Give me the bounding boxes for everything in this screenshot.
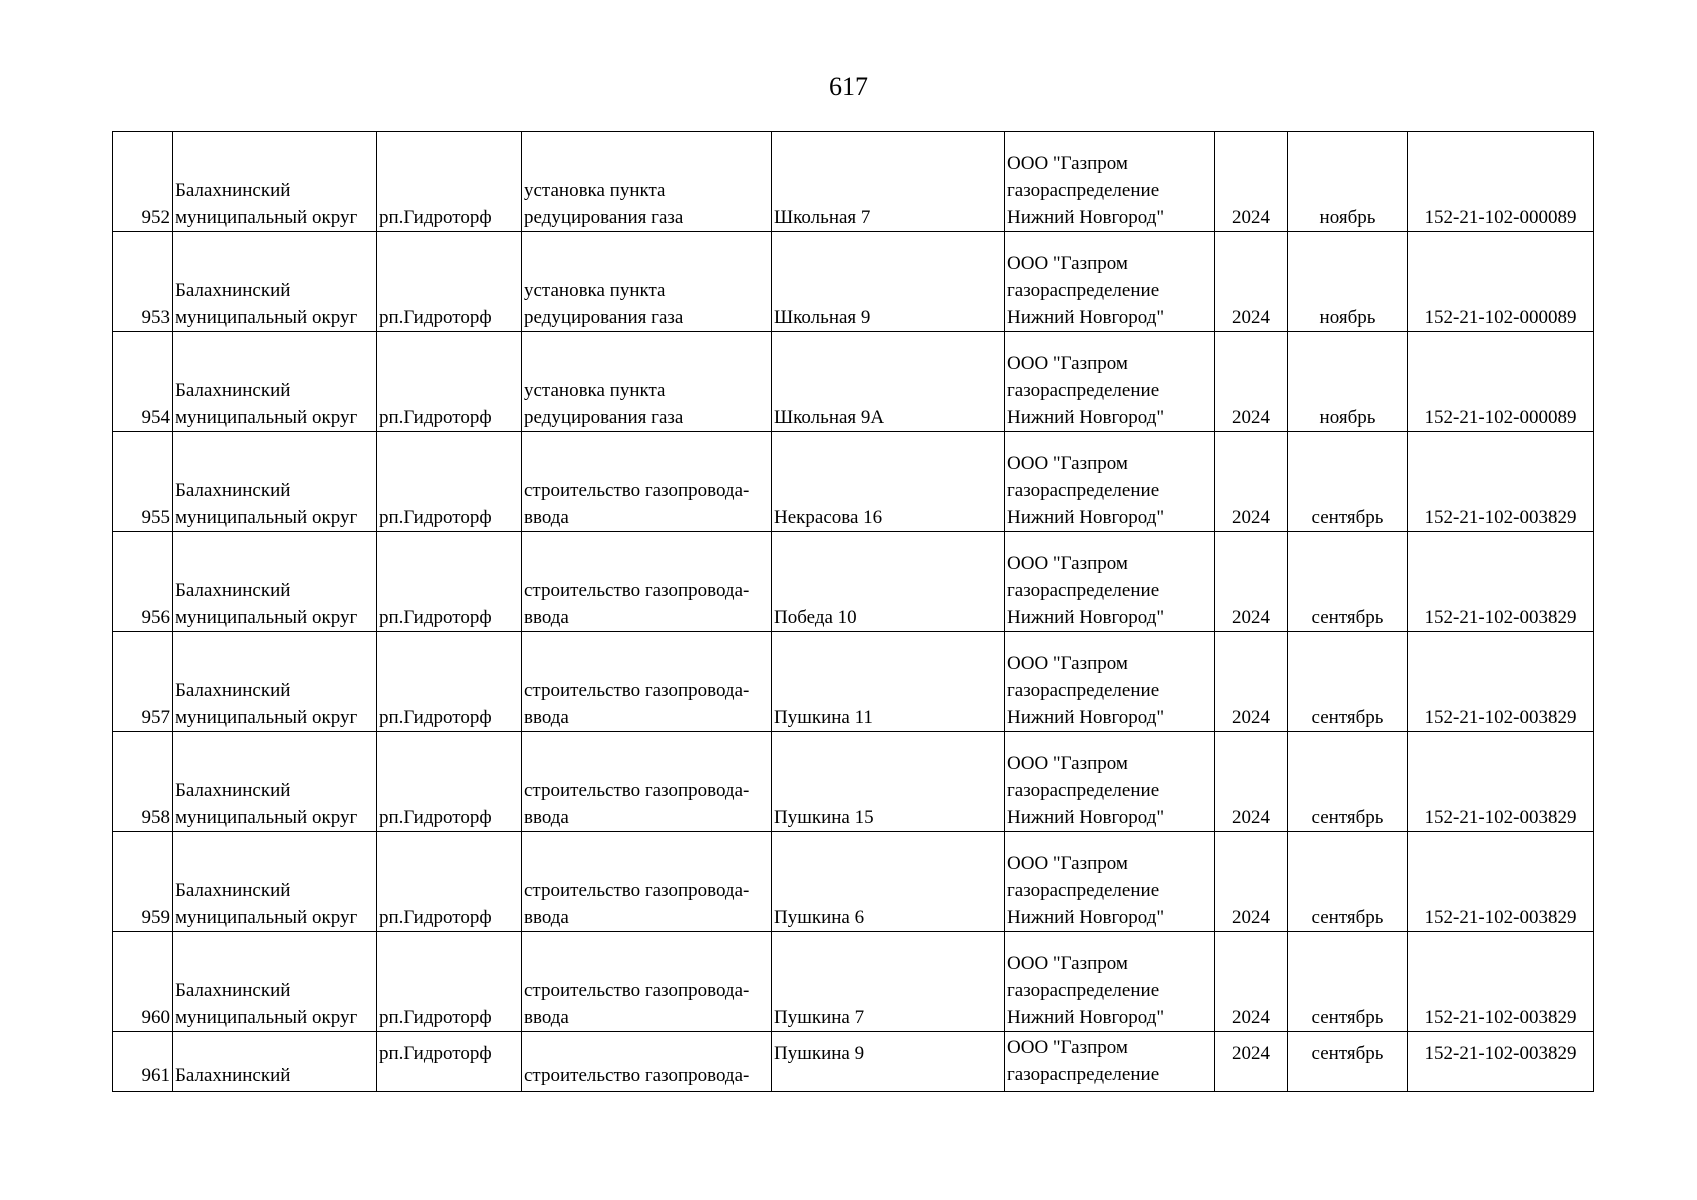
address-cell <box>772 632 1005 732</box>
work-type-cell-text: установка пункта <box>524 280 666 301</box>
district-cell-text: Балахнинский <box>175 380 291 401</box>
district-cell-text: муниципальный округ <box>175 507 358 528</box>
year-cell <box>1215 232 1288 332</box>
address-cell <box>772 732 1005 832</box>
organization-cell <box>1005 932 1215 1032</box>
address-cell-text: Пушкина 15 <box>774 807 874 828</box>
row-number-text: 961 <box>141 1065 170 1086</box>
row-number <box>113 1032 173 1092</box>
month-cell-text: сентябрь <box>1311 1043 1384 1064</box>
year-cell-text: 2024 <box>1232 1007 1270 1028</box>
organization-cell-text: ООО "Газпром <box>1007 953 1128 974</box>
locality-cell <box>377 232 522 332</box>
organization-cell-text: газораспределение <box>1007 880 1160 901</box>
work-type-cell <box>522 632 772 732</box>
code-cell-text: 152-21-102-003829 <box>1424 907 1577 928</box>
year-cell <box>1215 732 1288 832</box>
district-cell-text: муниципальный округ <box>175 407 358 428</box>
organization-cell <box>1005 432 1215 532</box>
month-cell-text: ноябрь <box>1319 207 1376 228</box>
organization-cell-text: Нижний Новгород" <box>1007 907 1165 928</box>
year-cell-text: 2024 <box>1232 307 1270 328</box>
address-cell <box>772 532 1005 632</box>
organization-cell-text: Нижний Новгород" <box>1007 307 1165 328</box>
year-cell <box>1215 1032 1288 1092</box>
district-cell <box>173 632 377 732</box>
organization-cell <box>1005 332 1215 432</box>
organization-cell-text: газораспределение <box>1007 780 1160 801</box>
row-number-text: 953 <box>141 307 170 328</box>
year-cell-text: 2024 <box>1232 707 1270 728</box>
work-type-cell-text: установка пункта <box>524 180 666 201</box>
month-cell <box>1288 432 1408 532</box>
work-type-cell <box>522 532 772 632</box>
district-cell-text: Балахнинский <box>175 780 291 801</box>
row-number-text: 958 <box>141 807 170 828</box>
month-cell <box>1288 932 1408 1032</box>
month-cell <box>1288 632 1408 732</box>
table-row <box>113 532 1594 632</box>
organization-cell-text: ООО "Газпром <box>1007 753 1128 774</box>
row-number-text: 955 <box>141 507 170 528</box>
organization-cell-text: Нижний Новгород" <box>1007 807 1165 828</box>
locality-cell <box>377 132 522 232</box>
code-cell <box>1408 832 1594 932</box>
district-cell-text: Балахнинский <box>175 880 291 901</box>
address-cell <box>772 932 1005 1032</box>
work-type-cell-text: строительство газопровода- <box>524 880 750 901</box>
work-type-cell-text: ввода <box>524 1007 569 1028</box>
work-type-cell <box>522 932 772 1032</box>
organization-cell <box>1005 232 1215 332</box>
organization-cell-text: ООО "Газпром <box>1007 453 1128 474</box>
locality-cell-text: рп.Гидроторф <box>379 407 492 428</box>
organization-cell-text: ООО "Газпром <box>1007 853 1128 874</box>
month-cell-text: сентябрь <box>1311 707 1384 728</box>
work-type-cell <box>522 832 772 932</box>
table-row <box>113 632 1594 732</box>
organization-cell-text: Нижний Новгород" <box>1007 207 1165 228</box>
district-cell <box>173 932 377 1032</box>
district-cell <box>173 132 377 232</box>
district-cell-text: Балахнинский <box>175 480 291 501</box>
table-row <box>113 732 1594 832</box>
code-cell <box>1408 1032 1594 1092</box>
locality-cell <box>377 932 522 1032</box>
row-number-text: 960 <box>141 1007 170 1028</box>
year-cell-text: 2024 <box>1232 207 1270 228</box>
locality-cell-text: рп.Гидроторф <box>379 507 492 528</box>
work-type-cell <box>522 432 772 532</box>
table-row <box>113 132 1594 232</box>
month-cell <box>1288 532 1408 632</box>
month-cell <box>1288 132 1408 232</box>
district-cell <box>173 732 377 832</box>
district-cell <box>173 332 377 432</box>
district-cell-text: муниципальный округ <box>175 707 358 728</box>
code-cell <box>1408 232 1594 332</box>
table-body <box>113 132 1594 1092</box>
address-cell-text: Победа 10 <box>774 607 857 628</box>
address-cell-text: Пушкина 6 <box>774 907 865 928</box>
month-cell <box>1288 332 1408 432</box>
organization-cell-text: ООО "Газпром <box>1007 353 1128 374</box>
locality-cell <box>377 632 522 732</box>
address-cell <box>772 132 1005 232</box>
work-type-cell-text: строительство газопровода- <box>524 680 750 701</box>
work-type-cell-text: редуцирования газа <box>524 207 684 228</box>
table-row <box>113 932 1594 1032</box>
district-cell-text: Балахнинский <box>175 280 291 301</box>
organization-cell-text: газораспределение <box>1007 380 1160 401</box>
work-type-cell <box>522 332 772 432</box>
work-type-cell-text: строительство газопровода- <box>524 580 750 601</box>
locality-cell-text: рп.Гидроторф <box>379 1043 492 1064</box>
month-cell-text: ноябрь <box>1319 407 1376 428</box>
table-row <box>113 232 1594 332</box>
table-row <box>113 332 1594 432</box>
code-cell <box>1408 132 1594 232</box>
month-cell <box>1288 732 1408 832</box>
locality-cell <box>377 332 522 432</box>
year-cell <box>1215 632 1288 732</box>
month-cell-text: сентябрь <box>1311 1007 1384 1028</box>
locality-cell-text: рп.Гидроторф <box>379 1007 492 1028</box>
district-cell <box>173 232 377 332</box>
year-cell-text: 2024 <box>1232 407 1270 428</box>
row-number <box>113 632 173 732</box>
district-cell-text: муниципальный округ <box>175 207 358 228</box>
organization-cell-text: газораспределение <box>1007 980 1160 1001</box>
row-number <box>113 832 173 932</box>
address-cell <box>772 332 1005 432</box>
organization-cell-text: Нижний Новгород" <box>1007 607 1165 628</box>
work-type-cell-text: установка пункта <box>524 380 666 401</box>
code-cell-text: 152-21-102-003829 <box>1424 507 1577 528</box>
organization-cell <box>1005 732 1215 832</box>
work-type-cell-text: ввода <box>524 507 569 528</box>
year-cell <box>1215 832 1288 932</box>
code-cell-text: 152-21-102-003829 <box>1424 807 1577 828</box>
year-cell-text: 2024 <box>1232 907 1270 928</box>
work-type-cell-text: строительство газопровода- <box>524 980 750 1001</box>
month-cell-text: ноябрь <box>1319 307 1376 328</box>
month-cell <box>1288 832 1408 932</box>
organization-cell-text: ООО "Газпром <box>1007 253 1128 274</box>
locality-cell-text: рп.Гидроторф <box>379 607 492 628</box>
row-number <box>113 132 173 232</box>
code-cell-text: 152-21-102-003829 <box>1424 1043 1577 1064</box>
row-number <box>113 432 173 532</box>
code-cell <box>1408 932 1594 1032</box>
year-cell-text: 2024 <box>1232 607 1270 628</box>
work-type-cell <box>522 732 772 832</box>
month-cell-text: сентябрь <box>1311 907 1384 928</box>
work-type-cell-text: ввода <box>524 607 569 628</box>
code-cell-text: 152-21-102-000089 <box>1424 407 1577 428</box>
locality-cell-text: рп.Гидроторф <box>379 307 492 328</box>
gas-works-table <box>112 131 1594 1092</box>
address-cell-text: Пушкина 11 <box>774 707 873 728</box>
work-type-cell-text: редуцирования газа <box>524 307 684 328</box>
row-number <box>113 932 173 1032</box>
locality-cell-text: рп.Гидроторф <box>379 907 492 928</box>
organization-cell-text: газораспределение <box>1007 1064 1160 1085</box>
year-cell-text: 2024 <box>1232 807 1270 828</box>
locality-cell-text: рп.Гидроторф <box>379 207 492 228</box>
district-cell <box>173 832 377 932</box>
locality-cell <box>377 432 522 532</box>
district-cell-text: муниципальный округ <box>175 907 358 928</box>
address-cell-text: Школьная 9А <box>774 407 885 428</box>
year-cell-text: 2024 <box>1232 1043 1270 1064</box>
year-cell <box>1215 132 1288 232</box>
code-cell-text: 152-21-102-003829 <box>1424 707 1577 728</box>
address-cell-text: Пушкина 9 <box>774 1043 865 1064</box>
address-cell <box>772 432 1005 532</box>
locality-cell-text: рп.Гидроторф <box>379 807 492 828</box>
district-cell-text: муниципальный округ <box>175 1007 358 1028</box>
organization-cell <box>1005 832 1215 932</box>
district-cell-text: Балахнинский <box>175 680 291 701</box>
organization-cell-text: газораспределение <box>1007 580 1160 601</box>
page-number: 617 <box>829 72 868 101</box>
code-cell <box>1408 532 1594 632</box>
organization-cell-text: Нижний Новгород" <box>1007 707 1165 728</box>
row-number-text: 957 <box>141 707 170 728</box>
row-number <box>113 732 173 832</box>
row-number <box>113 332 173 432</box>
work-type-cell <box>522 132 772 232</box>
table-row <box>113 1032 1594 1092</box>
year-cell <box>1215 932 1288 1032</box>
organization-cell-text: газораспределение <box>1007 180 1160 201</box>
address-cell-text: Школьная 7 <box>774 207 871 228</box>
work-type-cell-text: строительство газопровода- <box>524 480 750 501</box>
organization-cell-text: ООО "Газпром <box>1007 153 1128 174</box>
row-number <box>113 232 173 332</box>
address-cell-text: Школьная 9 <box>774 307 871 328</box>
work-type-cell-text: строительство газопровода- <box>524 1065 750 1086</box>
code-cell-text: 152-21-102-003829 <box>1424 1007 1577 1028</box>
work-type-cell-text: ввода <box>524 907 569 928</box>
organization-cell-text: ООО "Газпром <box>1007 1037 1128 1058</box>
organization-cell-text: ООО "Газпром <box>1007 653 1128 674</box>
address-cell-text: Пушкина 7 <box>774 1007 865 1028</box>
locality-cell <box>377 532 522 632</box>
code-cell-text: 152-21-102-003829 <box>1424 607 1577 628</box>
month-cell <box>1288 232 1408 332</box>
organization-cell <box>1005 532 1215 632</box>
organization-cell <box>1005 1032 1215 1092</box>
work-type-cell-text: строительство газопровода- <box>524 780 750 801</box>
row-number-text: 959 <box>141 907 170 928</box>
address-cell <box>772 232 1005 332</box>
district-cell-text: Балахнинский <box>175 1065 291 1086</box>
locality-cell <box>377 1032 522 1092</box>
year-cell <box>1215 432 1288 532</box>
organization-cell-text: Нижний Новгород" <box>1007 1007 1165 1028</box>
locality-cell <box>377 732 522 832</box>
month-cell <box>1288 1032 1408 1092</box>
work-type-cell <box>522 1032 772 1092</box>
work-type-cell-text: редуцирования газа <box>524 407 684 428</box>
district-cell-text: Балахнинский <box>175 580 291 601</box>
organization-cell-text: газораспределение <box>1007 680 1160 701</box>
year-cell <box>1215 332 1288 432</box>
table-row <box>113 832 1594 932</box>
organization-cell-text: ООО "Газпром <box>1007 553 1128 574</box>
work-type-cell-text: ввода <box>524 707 569 728</box>
table-row <box>113 432 1594 532</box>
organization-cell <box>1005 132 1215 232</box>
month-cell-text: сентябрь <box>1311 507 1384 528</box>
month-cell-text: сентябрь <box>1311 607 1384 628</box>
row-number-text: 954 <box>141 407 170 428</box>
month-cell-text: сентябрь <box>1311 807 1384 828</box>
code-cell <box>1408 332 1594 432</box>
work-type-cell-text: ввода <box>524 807 569 828</box>
row-number <box>113 532 173 632</box>
district-cell-text: муниципальный округ <box>175 607 358 628</box>
organization-cell-text: газораспределение <box>1007 280 1160 301</box>
row-number-text: 952 <box>141 207 170 228</box>
district-cell-text: Балахнинский <box>175 980 291 1001</box>
organization-cell-text: газораспределение <box>1007 480 1160 501</box>
address-cell <box>772 1032 1005 1092</box>
code-cell <box>1408 732 1594 832</box>
organization-cell <box>1005 632 1215 732</box>
district-cell-text: муниципальный округ <box>175 807 358 828</box>
organization-cell-text: Нижний Новгород" <box>1007 407 1165 428</box>
code-cell-text: 152-21-102-000089 <box>1424 207 1577 228</box>
locality-cell-text: рп.Гидроторф <box>379 707 492 728</box>
district-cell-text: Балахнинский <box>175 180 291 201</box>
year-cell <box>1215 532 1288 632</box>
code-cell <box>1408 432 1594 532</box>
code-cell <box>1408 632 1594 732</box>
row-number-text: 956 <box>141 607 170 628</box>
code-cell-text: 152-21-102-000089 <box>1424 307 1577 328</box>
organization-cell-text: Нижний Новгород" <box>1007 507 1165 528</box>
work-type-cell <box>522 232 772 332</box>
year-cell-text: 2024 <box>1232 507 1270 528</box>
district-cell-text: муниципальный округ <box>175 307 358 328</box>
district-cell <box>173 1032 377 1092</box>
district-cell <box>173 532 377 632</box>
address-cell <box>772 832 1005 932</box>
locality-cell <box>377 832 522 932</box>
address-cell-text: Некрасова 16 <box>774 507 883 528</box>
district-cell <box>173 432 377 532</box>
